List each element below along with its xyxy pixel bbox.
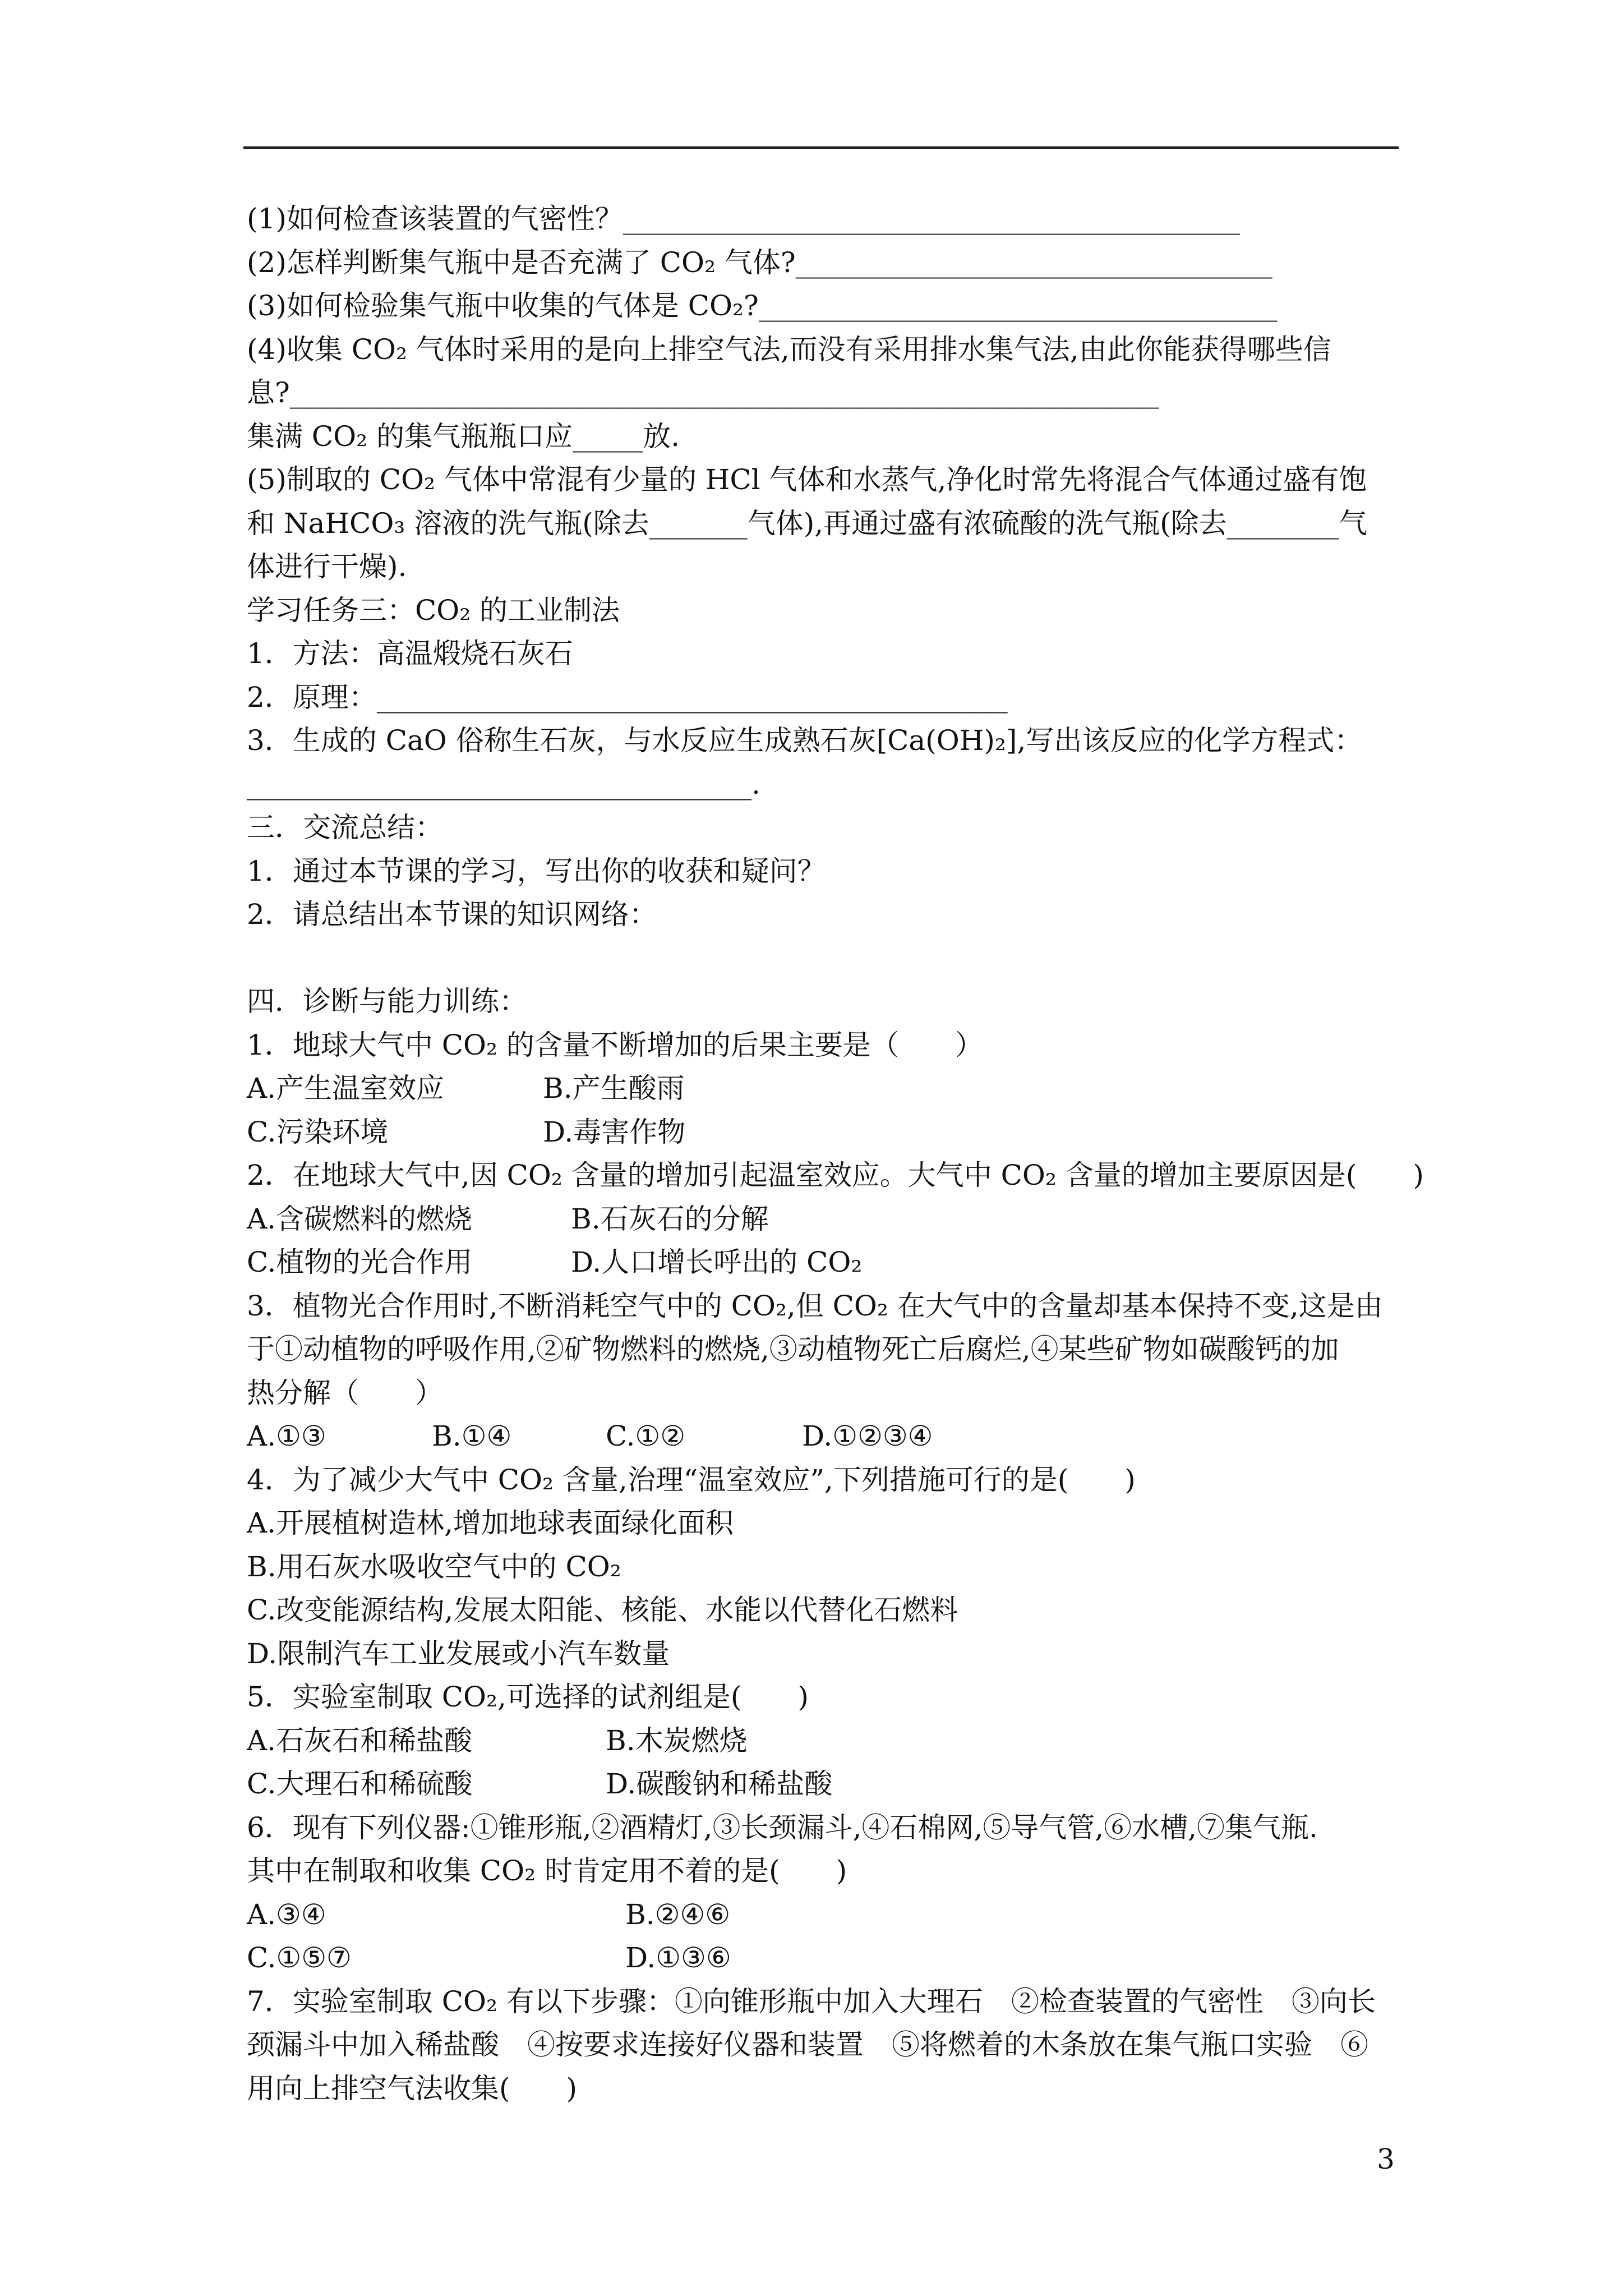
option: C.①② <box>606 1420 686 1452</box>
mc4-option-d: D.限制汽车工业发展或小汽车数量 <box>247 1637 670 1670</box>
mc6-options-row1 <box>247 1893 1413 1937</box>
task3-heading: 学习任务三：CO₂ 的工业制法 <box>247 593 620 627</box>
q1-airtightness: (1)如何检查该装置的气密性？____________________________________________ <box>247 203 1240 235</box>
bottle-placement: 集满 CO₂ 的集气瓶瓶口应_____放. <box>247 420 680 453</box>
mc4-stem: 4．为了减少大气中 CO₂ 含量,治理“温室效应”,下列措施可行的是( ) <box>247 1463 1136 1496</box>
blank-line <box>247 937 1413 981</box>
option: D.①②③④ <box>802 1420 933 1452</box>
mc3-stem-line1: 3．植物光合作用时,不断消耗空气中的 CO₂,但 CO₂ 在大气中的含量却基本保持不变,这是由 <box>247 1289 1383 1322</box>
mc5-stem: 5．实验室制取 CO₂,可选择的试剂组是( ) <box>247 1681 809 1713</box>
mc3-options <box>247 1415 1413 1458</box>
option: B.木炭燃烧 <box>606 1724 748 1757</box>
q5-purify-line3: 体进行干燥). <box>247 550 407 583</box>
mc2-options-row2 <box>247 1241 1413 1285</box>
mc6-stem-line1: 6．现有下列仪器:①锥形瓶,②酒精灯,③长颈漏斗,④石棉网,⑤导气管,⑥水槽,⑦集气瓶. <box>247 1811 1318 1844</box>
option: C.大理石和稀硫酸 <box>247 1768 473 1800</box>
option: A.石灰石和稀盐酸 <box>247 1724 473 1757</box>
option: A.①③ <box>247 1420 326 1452</box>
option: D.毒害作物 <box>543 1115 686 1148</box>
summary-item-1: 1．通过本节课的学习，写出你的收获和疑问？ <box>247 854 826 887</box>
option: A.含碳燃料的燃烧 <box>247 1202 473 1235</box>
mc6-stem-line2: 其中在制取和收集 CO₂ 时肯定用不着的是( ) <box>247 1855 847 1887</box>
page-number: 3 <box>1377 2143 1395 2175</box>
mc7-stem-line3: 用向上排空气法收集( ) <box>247 2072 578 2105</box>
option: B.石灰石的分解 <box>571 1202 769 1235</box>
training-heading: 四．诊断与能力训练： <box>247 985 527 1018</box>
mc6-options-row2 <box>247 1936 1413 1980</box>
mc7-stem-line1: 7．实验室制取 CO₂ 有以下步骤：①向锥形瓶中加入大理石 ②检查装置的气密性 ③向长 <box>247 1985 1376 2018</box>
summary-heading: 三．交流总结： <box>247 811 443 844</box>
option: A.产生温室效应 <box>247 1072 445 1105</box>
option: D.人口增长呼出的 CO₂ <box>571 1246 863 1278</box>
option: B.①④ <box>432 1420 512 1452</box>
option: C.植物的光合作用 <box>247 1246 473 1278</box>
option: B.产生酸雨 <box>543 1072 685 1105</box>
mc1-stem: 1．地球大气中 CO₂ 的含量不断增加的后果主要是（ ） <box>247 1028 983 1061</box>
mc5-options-row2 <box>247 1763 1413 1806</box>
mc4-option-a: A.开展植树造林,增加地球表面绿化面积 <box>247 1507 734 1539</box>
task3-cao-line1: 3．生成的 CaO 俗称生石灰，与水反应生成熟石灰[Ca(OH)₂],写出该反应的化学方程式： <box>247 724 1363 757</box>
option: C.污染环境 <box>247 1115 389 1148</box>
mc3-stem-line2: 于①动植物的呼吸作用,②矿物燃料的燃烧,③动植物死亡后腐烂,④某些矿物如碳酸钙的加 <box>247 1333 1339 1365</box>
q3-gas-test: (3)如何检验集气瓶中收集的气体是 CO₂?_____________________________________ <box>247 289 1278 322</box>
q4-collection-line1: (4)收集 CO₂ 气体时采用的是向上排空气法,而没有采用排水集气法,由此你能获得哪些信 <box>247 333 1331 366</box>
mc7-stem-line2: 颈漏斗中加入稀盐酸 ④按要求连接好仪器和装置 ⑤将燃着的木条放在集气瓶口实验 ⑥ <box>247 2028 1368 2061</box>
mc4-option-c: C.改变能源结构,发展太阳能、核能、水能以代替化石燃料 <box>247 1594 958 1626</box>
option: D.碳酸钠和稀盐酸 <box>606 1768 833 1800</box>
mc4-option-b: B.用石灰水吸收空气中的 CO₂ <box>247 1550 621 1583</box>
mc2-options-row1 <box>247 1198 1413 1241</box>
mc2-stem: 2．在地球大气中,因 CO₂ 含量的增加引起温室效应。大气中 CO₂ 含量的增加主要原因是( ) <box>247 1159 1424 1191</box>
mc1-options-row2 <box>247 1111 1413 1154</box>
mc3-stem-line3: 热分解（ ） <box>247 1376 443 1409</box>
option: D.①③⑥ <box>625 1941 731 1974</box>
option: B.②④⑥ <box>625 1898 731 1931</box>
q5-purify-line1: (5)制取的 CO₂ 气体中常混有少量的 HCl 气体和水蒸气,净化时常先将混合气体通过盛有饱 <box>247 463 1367 496</box>
mc5-options-row1 <box>247 1719 1413 1763</box>
q2-full-check: (2)怎样判断集气瓶中是否充满了 CO₂ 气体?__________________________________ <box>247 246 1272 279</box>
task3-principle: 2．原理：_____________________________________________ <box>247 680 1008 714</box>
document-body <box>247 197 1424 2110</box>
task3-method: 1．方法：高温煅烧石灰石 <box>247 637 573 670</box>
q5-purify-line2: 和 NaHCO₃ 溶液的洗气瓶(除去_______气体),再通过盛有浓硫酸的洗气瓶(除去________气 <box>247 507 1367 540</box>
mc1-options-row1 <box>247 1067 1413 1111</box>
option: C.①⑤⑦ <box>247 1941 352 1974</box>
option: A.③④ <box>247 1898 326 1931</box>
task3-cao-line2: ____________________________________. <box>247 767 760 800</box>
header-rule <box>243 146 1399 149</box>
summary-item-2: 2．请总结出本节课的知识网络： <box>247 898 657 931</box>
q4-collection-line2: 息?______________________________________________________________ <box>247 376 1159 409</box>
